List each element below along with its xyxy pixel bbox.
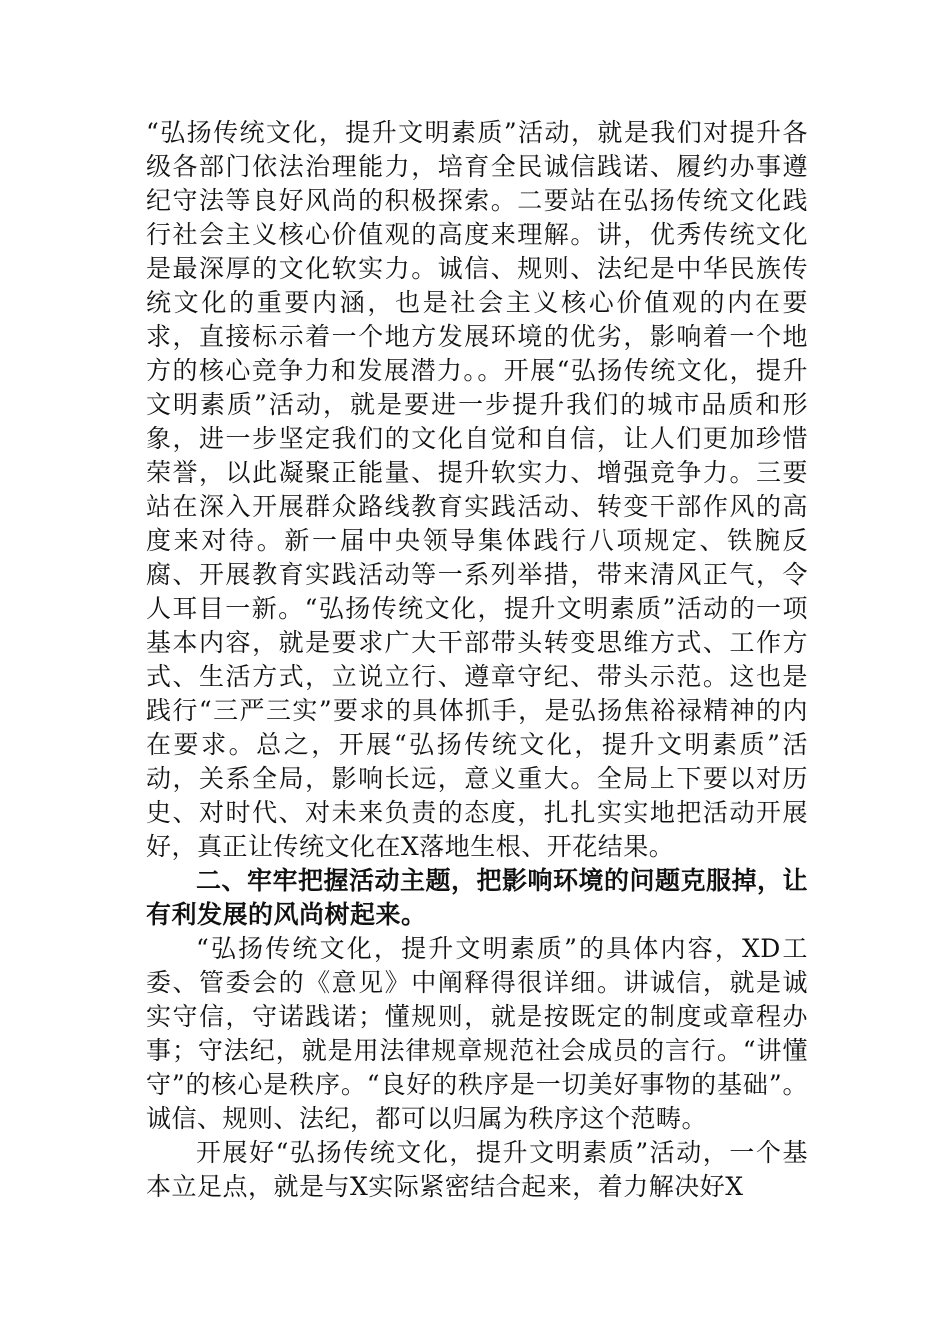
document-body (146, 116, 808, 1204)
body-paragraph-1: “弘扬传统文化，提升文明素质”活动，就是我们对提升各级各部门依法治理能力，培育全民诚信践诺、履约办事遵纪守法等良好风尚的积极探索。二要站在弘扬传统文化践行社会主义核心价值观的高度来理解。讲，优秀传统文化是最深厚的文化软实力。诚信、规则、法纪是中华民族传统文化的重要内涵，也是社会主义核心价值观的内在要求，直接标示着一个地方发展环境的优劣，影响着一个地方的核心竞争力和发展潜力。。开展“弘扬传统文化，提升文明素质”活动，就是要进一步提升我们的城市品质和形象，进一步坚定我们的文化自觉和自信，让人们更加珍惜荣誉，以此凝聚正能量、提升软实力、增强竞争力。三要站在深入开展群众路线教育实践活动、转变干部作风的高度来对待。新一届中央领导集体践行八项规定、铁腕反腐、开展教育实践活动等一系列举措，带来清风正气，令人耳目一新。“弘扬传统文化，提升文明素质”活动的一项基本内容，就是要求广大干部带头转变思维方式、工作方式、生活方式，立说立行、遵章守纪、带头示范。这也是践行“三严三实”要求的具体抓手，是弘扬焦裕禄精神的内在要求。总之，开展“弘扬传统文化，提升文明素质”活动，关系全局，影响长远，意义重大。全局上下要以对历史、对时代、对未来负责的态度，扎扎实实地把活动开展好，真正让传统文化在X落地生根、开花结果。 (146, 118, 808, 861)
section-heading-2: 二、牢牢把握活动主题，把影响环境的问题克服掉，让有利发展的风尚树起来。 (146, 866, 809, 929)
body-paragraph-2: “弘扬传统文化，提升文明素质”的具体内容，XD工委、管委会的《意见》中阐释得很详细。讲诚信，就是诚实守信，守诺践诺；懂规则，就是按既定的制度或章程办事；守法纪，就是用法律规章规范社会成员的言行。“讲懂守”的核心是秩序。“良好的秩序是一切美好事物的基础”。诚信、规则、法纪，都可以归属为秩序这个范畴。 (146, 934, 808, 1133)
body-paragraph-3: 开展好“弘扬传统文化，提升文明素质”活动，一个基本立足点，就是与X实际紧密结合起来，着力解决好X (146, 1138, 808, 1201)
